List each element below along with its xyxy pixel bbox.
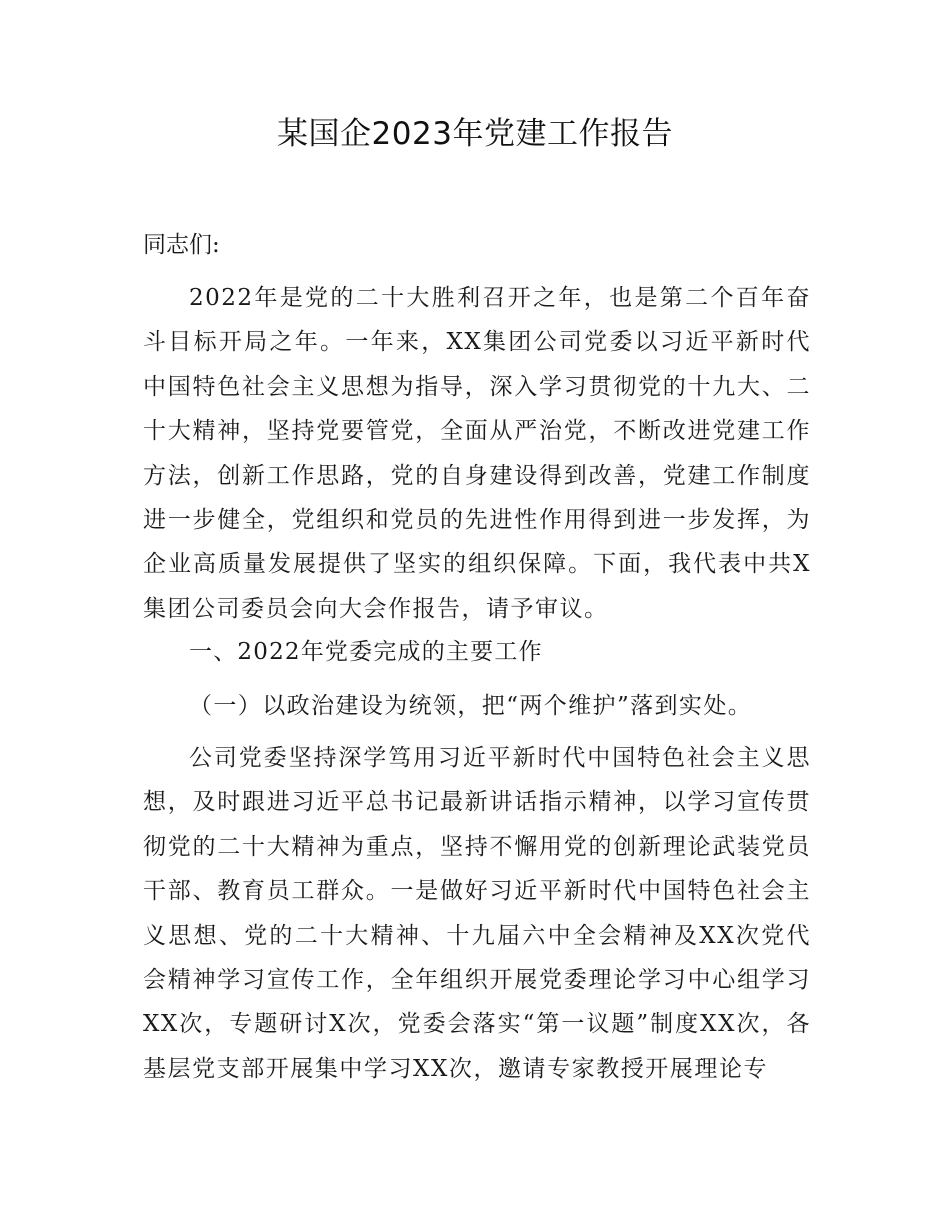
- document-title: 某国企2023年党建工作报告: [277, 116, 673, 152]
- salutation: 同志们:: [143, 232, 220, 258]
- subsection-heading: （一）以政治建设为统领，把“两个维护”落到实处。: [189, 693, 753, 719]
- section-heading: 一、2022年党委完成的主要工作: [189, 639, 543, 665]
- intro-paragraph: 2022年是党的二十大胜利召开之年，也是第二个百年奋斗目标开局之年。一年来，XX集团公司党委以习近平新时代中国特色社会主义思想为指导，深入学习贯彻党的十九大、二十大精神，坚持党要管党，全面从严治党，不断改进党建工作方法，创新工作思路，党的自身建设得到改善，党建工作制度进一步健全，党组织和党员的先进性作用得到进一步发挥，为企业高质量发展提供了坚实的组织保障。下面，我代表中共X集团公司委员会向大会作报告，请予审议。: [143, 285, 811, 622]
- section-body-paragraph: 公司党委坚持深学笃用习近平新时代中国特色社会主义思想，及时跟进习近平总书记最新讲话指示精神，以学习宣传贯彻党的二十大精神为重点，坚持不懈用党的创新理论武装党员干部、教育员工群众。一是做好习近平新时代中国特色社会主义思想、党的二十大精神、十九届六中全会精神及XX次党代会精神学习宣传工作，全年组织开展党委理论学习中心组学习XX次，专题研讨X次，党委会落实“第一议题”制度XX次，各基层党支部开展集中学习XX次，邀请专家教授开展理论专: [143, 745, 811, 1082]
